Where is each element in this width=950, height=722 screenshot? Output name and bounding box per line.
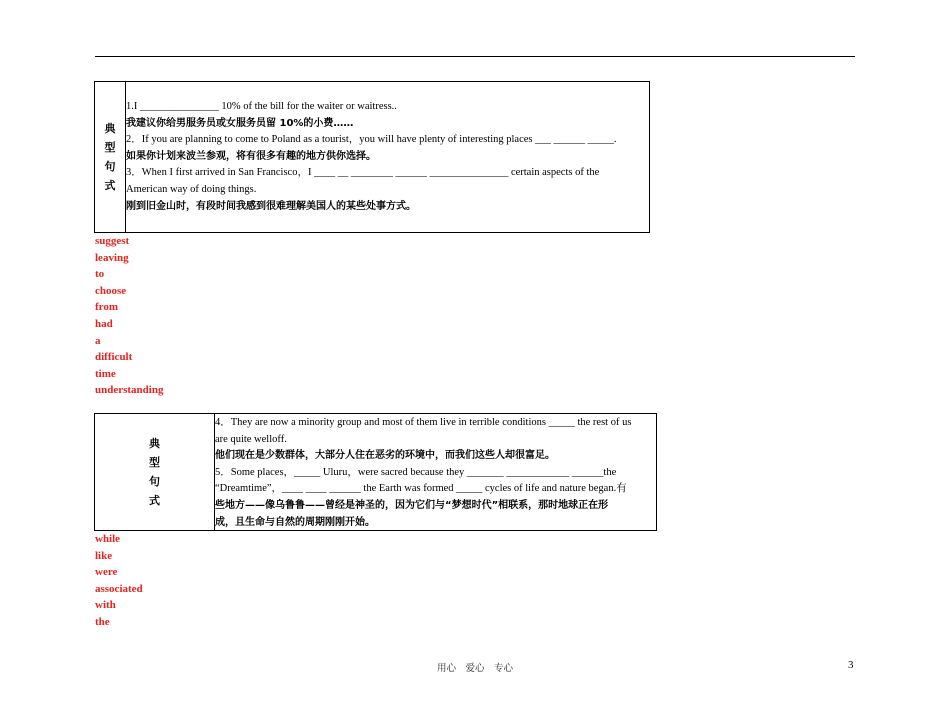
answer-word: the bbox=[95, 615, 110, 628]
english-line: 2．If you are planning to come to Poland as a tourist，you will have plenty of interesting places ___ ______ _____. bbox=[126, 134, 617, 146]
label-char: 典 bbox=[149, 437, 160, 450]
answer-word: choose bbox=[95, 284, 127, 297]
answer-list-1 bbox=[95, 233, 163, 399]
english-line: 4．They are now a minority group and most of them live in terrible conditions _____ the rest of us bbox=[215, 417, 632, 428]
answer-word: from bbox=[95, 301, 119, 314]
table2-label-cell bbox=[95, 414, 215, 530]
label-char: 句 bbox=[149, 475, 160, 488]
label-char: 式 bbox=[149, 494, 160, 507]
chinese-line: 他们现在是少数群体，大部分人住在恶劣的环境中，而我们这些人却很富足。 bbox=[215, 450, 555, 462]
answer-word: a bbox=[95, 334, 101, 347]
footer-text: 用心 爱心 专心 bbox=[436, 663, 513, 674]
sentence-table-1 bbox=[94, 81, 650, 233]
table2-content bbox=[215, 414, 656, 530]
chinese-line: 成，且生命与自然的周期刚刚开始。 bbox=[215, 516, 375, 528]
chinese-line: 如果你计划来波兰参观，将有很多有趣的地方供你选择。 bbox=[126, 150, 376, 162]
sentence-table-2 bbox=[94, 413, 657, 531]
label-char: 型 bbox=[149, 456, 160, 469]
table1-label bbox=[105, 119, 116, 195]
answer-word: leaving bbox=[95, 251, 129, 264]
english-line: 3．When I first arrived in San Francisco，I ____ __ ________ ______ _______________ certain aspects of the bbox=[126, 167, 600, 179]
label-char: 型 bbox=[104, 141, 116, 154]
chinese-line: 刚到旧金山时，有段时间我感到很难理解美国人的某些处事方式。 bbox=[126, 200, 416, 212]
answer-word: while bbox=[95, 533, 121, 545]
english-line: “Dreamtime”，____ ____ ______ the Earth was formed _____ cycles of life and nature began.有 bbox=[215, 483, 627, 495]
answer-word: difficult bbox=[95, 351, 133, 364]
answer-word: were bbox=[95, 566, 118, 579]
label-char: 句 bbox=[104, 160, 116, 173]
english-line: 1.I _______________ 10% of the bill for the waiter or waitress.. bbox=[126, 101, 397, 112]
english-line: are quite welloff. bbox=[215, 433, 287, 445]
page-number: 3 bbox=[848, 659, 854, 671]
english-line: 5．Some places，_____ Uluru，were sacred because they _______ ____________ ______the bbox=[215, 466, 617, 478]
answer-word: time bbox=[95, 367, 116, 380]
answer-word: like bbox=[95, 549, 113, 562]
label-char: 式 bbox=[104, 179, 116, 192]
answer-word: to bbox=[95, 268, 105, 281]
answer-word: with bbox=[95, 599, 116, 612]
chinese-line: 我建议你给男服务员或女服务员留 10%的小费…… bbox=[126, 117, 354, 129]
answer-word: suggest bbox=[95, 235, 130, 247]
table2-label bbox=[149, 434, 160, 510]
label-char: 典 bbox=[104, 122, 116, 135]
table1-label-cell bbox=[95, 82, 126, 232]
answer-list-2 bbox=[95, 531, 143, 631]
table1-content bbox=[126, 82, 649, 232]
english-line: American way of doing things. bbox=[126, 183, 257, 195]
chinese-line: 些地方——像乌鲁鲁——曾经是神圣的，因为它们与“梦想时代”相联系，那时地球正在形 bbox=[215, 499, 609, 511]
header-rule bbox=[95, 56, 855, 57]
answer-word: associated bbox=[95, 582, 143, 595]
answer-word: had bbox=[95, 317, 113, 330]
answer-word: understanding bbox=[95, 384, 164, 397]
